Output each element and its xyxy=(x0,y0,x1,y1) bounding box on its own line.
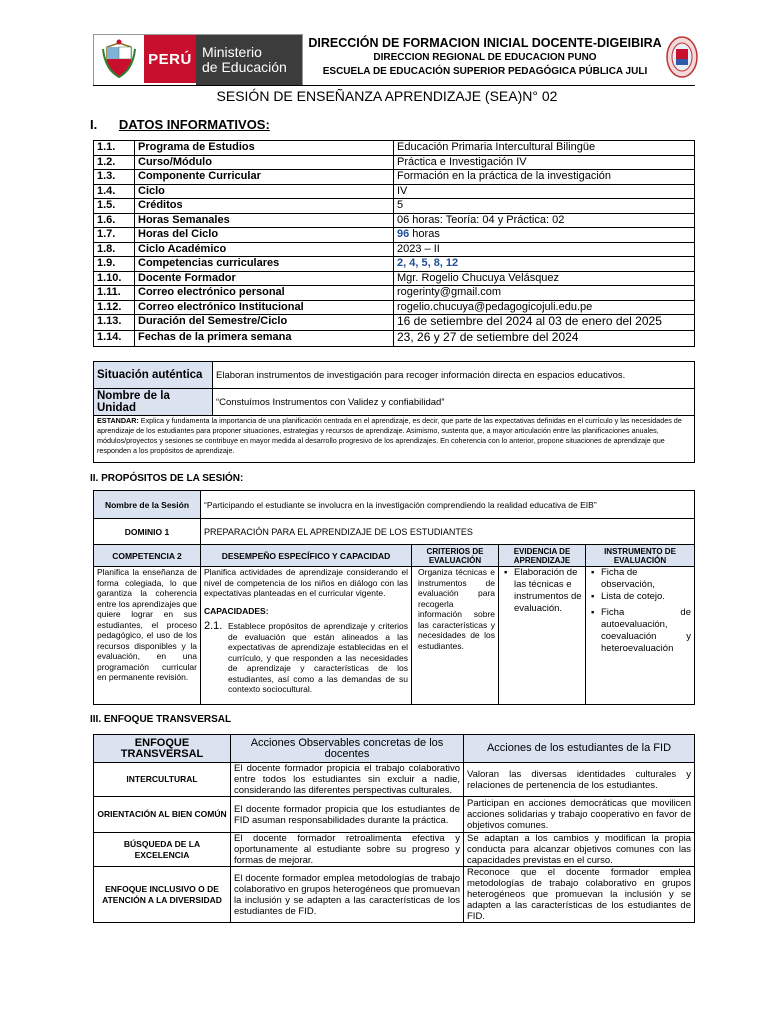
estandar-label: ESTANDAR: xyxy=(97,416,139,425)
datos-key: Correo electrónico personal xyxy=(135,286,394,301)
datos-row xyxy=(94,257,695,272)
logo-ministry xyxy=(196,35,302,85)
header-desempeno: DESEMPEÑO ESPECÍFICO Y CAPACIDAD xyxy=(201,545,412,567)
enfoque-table xyxy=(93,734,695,923)
peru-coat-of-arms-icon xyxy=(94,35,144,83)
enfoque-row xyxy=(94,763,695,797)
datos-row xyxy=(94,184,695,199)
header-line2: DIRECCION REGIONAL DE EDUCACION PUNO xyxy=(373,52,597,63)
datos-number: 1.2. xyxy=(94,155,135,170)
datos-number: 1.11. xyxy=(94,286,135,301)
desempeno-cell xyxy=(201,567,412,705)
header-competencia: COMPETENCIA 2 xyxy=(94,545,201,567)
enfoque-row xyxy=(94,867,695,923)
dominio-label: DOMINIO 1 xyxy=(94,519,201,545)
enfoque-header-1 xyxy=(94,735,231,763)
propositos-table xyxy=(93,490,695,705)
capacidad-item xyxy=(204,621,408,695)
datos-row xyxy=(94,213,695,228)
enfoque-row xyxy=(94,797,695,833)
datos-number: 1.1. xyxy=(94,141,135,156)
enfoque-header-3: Acciones de los estudiantes de la FID xyxy=(464,735,695,763)
header-evidencia: EVIDENCIA DE APRENDIZAJE xyxy=(499,545,586,567)
datos-key: Programa de Estudios xyxy=(135,141,394,156)
datos-value: Mgr. Rogelio Chucuya Velásquez xyxy=(394,271,695,286)
datos-value xyxy=(394,228,695,243)
section1-heading xyxy=(90,117,270,132)
datos-value: Práctica e Investigación IV xyxy=(394,155,695,170)
datos-row xyxy=(94,315,695,331)
enfoque-estudiante: Reconoce que el docente formador emplea metodologías de trabajo colaborativo en grupos heterogéneos que promuevan la inclusión y se adapten a las características de los estudiantes de FID. xyxy=(464,867,695,923)
instrumento-item: ▪ Lista de cotejo. xyxy=(601,591,691,603)
unidad-value: “Constuímos Instrumentos con Validez y confiabilidad” xyxy=(213,389,695,416)
datos-value-bold: 96 xyxy=(397,228,410,240)
datos-value-bold: 2, 4, 5, 8, 12 xyxy=(397,257,459,269)
datos-value: Educación Primaria Intercultural Bilingüe xyxy=(394,141,695,156)
datos-value: 23, 26 y 27 de setiembre del 2024 xyxy=(394,331,695,347)
criterios-text: Organiza técnicas e instrumentos de evaluación para recogerla información sobre las características y necesidades de los estudiantes. xyxy=(412,567,499,705)
datos-number: 1.7. xyxy=(94,228,135,243)
section1-label: DATOS INFORMATIVOS: xyxy=(118,117,270,132)
datos-value: rogelio.chucuya@pedagogicojuli.edu.pe xyxy=(394,300,695,315)
logo-ministry-line2: de Educación xyxy=(202,59,287,75)
ministry-logo xyxy=(93,34,303,86)
evidencia-item: ▪ Elaboración de las técnicas e instrumentos de evaluación. xyxy=(514,567,582,615)
header-criterios: CRITERIOS DE EVALUACIÓN xyxy=(412,545,499,567)
datos-row xyxy=(94,271,695,286)
datos-key: Curso/Módulo xyxy=(135,155,394,170)
competencia-text: Planifica la enseñanza de forma colegiada, lo que garantiza la coherencia entre los aprendizajes que quiere lograr en sus estudiantes, el proceso pedagógico, el uso de los recursos disponibles y la evaluación, en una programación curricular en permanente revisión. xyxy=(94,567,201,705)
datos-number: 1.10. xyxy=(94,271,135,286)
datos-value xyxy=(394,257,695,272)
datos-key: Docente Formador xyxy=(135,271,394,286)
datos-row xyxy=(94,155,695,170)
instrumento-item: ▪ Ficha de observación, xyxy=(601,567,691,591)
logo-ministry-line1: Ministerio xyxy=(202,44,262,60)
datos-value: rogerinty@gmail.com xyxy=(394,286,695,301)
section1-number: I. xyxy=(90,117,98,132)
datos-key: Créditos xyxy=(135,199,394,214)
enfoque-estudiante: Valoran las diversas identidades culturales y relaciones de pertenencia de los estudiantes. xyxy=(464,763,695,797)
datos-value: 2023 – II xyxy=(394,242,695,257)
capacidad-text: Establece propósitos de aprendizaje y criterios de evaluación que están alineados a las expectativas de aprendizaje establecidas en el currículo, y que responden a las necesidades de aprendizaje y características de los estudiantes, así como a las demandas de su contexto sociocultural. xyxy=(228,621,408,694)
datos-key: Duración del Semestre/Ciclo xyxy=(135,315,394,331)
datos-key: Ciclo Académico xyxy=(135,242,394,257)
sesion-value: “Participando el estudiante se involucra en la investigación comprendiendo la realidad educativa de EIB” xyxy=(201,491,695,519)
enfoque-docente: El docente formador propicia que los estudiantes de FID asuman responsabilidades durante la práctica. xyxy=(231,797,464,833)
datos-number: 1.6. xyxy=(94,213,135,228)
datos-key: Componente Curricular xyxy=(135,170,394,185)
datos-key: Horas del Ciclo xyxy=(135,228,394,243)
datos-number: 1.8. xyxy=(94,242,135,257)
datos-number: 1.14. xyxy=(94,331,135,347)
capacidad-number: 2.1. xyxy=(204,620,223,632)
enfoque-name: ENFOQUE INCLUSIVO O DE ATENCIÓN A LA DIVERSIDAD xyxy=(94,867,231,923)
evidencia-cell xyxy=(499,567,586,705)
enfoque-docente: El docente formador emplea metodologías de trabajo colaborativo en grupos heterogéneos que promuevan la inclusión y se adapten a las características de los estudiantes de FID. xyxy=(231,867,464,923)
datos-value: Formación en la práctica de la investigación xyxy=(394,170,695,185)
situacion-label: Situación auténtica xyxy=(94,362,213,389)
situacion-table xyxy=(93,361,695,463)
capacidades-label: CAPACIDADES: xyxy=(204,605,269,616)
datos-value-rest: horas xyxy=(409,228,440,240)
estandar-text: Explica y fundamenta la importancia de una planificación centrada en el aprendizaje, es decir, que parte de las expectativas definidas en el currículo y las necesidades de aprendizaje de los estudiantes para proponer situaciones, estrategias y recursos de aprendizaje. Asimismo, sustenta que, a mayor articulación entre las planificaciones anuales, módulos/proyectos y sesiones se contribuye en mayor medida al desarrollo progresivo de los aprendizajes. En coherencia con lo anterior, propone situaciones de aprendizaje que responden a los propósitos de aprendizaje. xyxy=(97,416,682,455)
sesion-label: Nombre de la Sesión xyxy=(94,491,201,519)
enfoque-header-2: Acciones Observables concretas de los docentes xyxy=(231,735,464,763)
header-divider xyxy=(93,85,695,86)
header-line3: ESCUELA DE EDUCACIÓN SUPERIOR PEDAGÓGICA PÚBLICA JULI xyxy=(322,66,648,77)
datos-key: Competencias curriculares xyxy=(135,257,394,272)
section3-heading: III. ENFOQUE TRANSVERSAL xyxy=(90,714,232,725)
logo-country: PERÚ xyxy=(144,35,196,83)
enfoque-estudiante: Participan en acciones democráticas que movilicen acciones solidarias y trabajo cooperativo en favor de objetivos comunes. xyxy=(464,797,695,833)
datos-row xyxy=(94,331,695,347)
estandar-cell xyxy=(94,416,695,463)
datos-number: 1.13. xyxy=(94,315,135,331)
header-text xyxy=(300,36,670,79)
datos-row xyxy=(94,242,695,257)
instrumento-list xyxy=(589,567,691,655)
evidencia-list xyxy=(502,567,582,615)
datos-key: Ciclo xyxy=(135,184,394,199)
instrumento-item: ▪ Ficha de autoevaluación, coevaluación y heteroevaluación xyxy=(601,607,691,655)
datos-key: Fechas de la primera semana xyxy=(135,331,394,347)
dominio-value: PREPARACIÓN PARA EL APRENDIZAJE DE LOS ESTUDIANTES xyxy=(201,519,695,545)
situacion-value: Elaboran instrumentos de investigación para recoger información directa en espacios educativos. xyxy=(213,362,695,389)
datos-value: IV xyxy=(394,184,695,199)
enfoque-name: BÚSQUEDA DE LA EXCELENCIA xyxy=(94,833,231,867)
header-instrumento: INSTRUMENTO DE EVALUACIÓN xyxy=(586,545,695,567)
instrumento-cell xyxy=(586,567,695,705)
datos-row xyxy=(94,286,695,301)
datos-row xyxy=(94,300,695,315)
enfoque-row xyxy=(94,833,695,867)
datos-number: 1.3. xyxy=(94,170,135,185)
header-line1: DIRECCIÓN DE FORMACION INICIAL DOCENTE-DIGEIBIRA xyxy=(308,36,662,50)
enfoque-name: ORIENTACIÓN AL BIEN COMÚN xyxy=(94,797,231,833)
datos-number: 1.5. xyxy=(94,199,135,214)
enfoque-docente: El docente formador propicia el trabajo colaborativo entre todos los estudiantes sin excluir a nadie, considerando las diferentes perspectivas culturales. xyxy=(231,763,464,797)
desempeno-text: Planifica actividades de aprendizaje considerando el nivel de competencia de los niños en diálogo con las expectativas planteadas en el curricular vigente. xyxy=(204,567,408,598)
datos-number: 1.12. xyxy=(94,300,135,315)
unidad-label: Nombre de la Unidad xyxy=(94,389,213,416)
section2-heading: II. PROPÓSITOS DE LA SESIÓN: xyxy=(90,473,244,484)
enfoque-docente: El docente formador retroalimenta efectiva y oportunamente al estudiante sobre su progreso y formas de mejorar. xyxy=(231,833,464,867)
datos-key: Correo electrónico Institucional xyxy=(135,300,394,315)
datos-row xyxy=(94,199,695,214)
session-title: SESIÓN DE ENSEÑANZA APRENDIZAJE (SEA)N° 02 xyxy=(216,88,558,104)
datos-value: 5 xyxy=(394,199,695,214)
datos-key: Horas Semanales xyxy=(135,213,394,228)
datos-number: 1.4. xyxy=(94,184,135,199)
datos-table xyxy=(93,140,695,347)
enfoque-name: INTERCULTURAL xyxy=(94,763,231,797)
datos-row xyxy=(94,170,695,185)
datos-number: 1.9. xyxy=(94,257,135,272)
datos-value: 16 de setiembre del 2024 al 03 de enero del 2025 xyxy=(394,315,695,331)
datos-row xyxy=(94,228,695,243)
datos-row xyxy=(94,141,695,156)
enfoque-estudiante: Se adaptan a los cambios y modifican la propia conducta para alcanzar objetivos comunes con las capacidades previstas en el curso. xyxy=(464,833,695,867)
institution-seal-icon xyxy=(666,35,698,79)
enfoque-header-1-text: ENFOQUE TRANSVERSAL xyxy=(120,736,204,760)
datos-value: 06 horas: Teoría: 04 y Práctica: 02 xyxy=(394,213,695,228)
